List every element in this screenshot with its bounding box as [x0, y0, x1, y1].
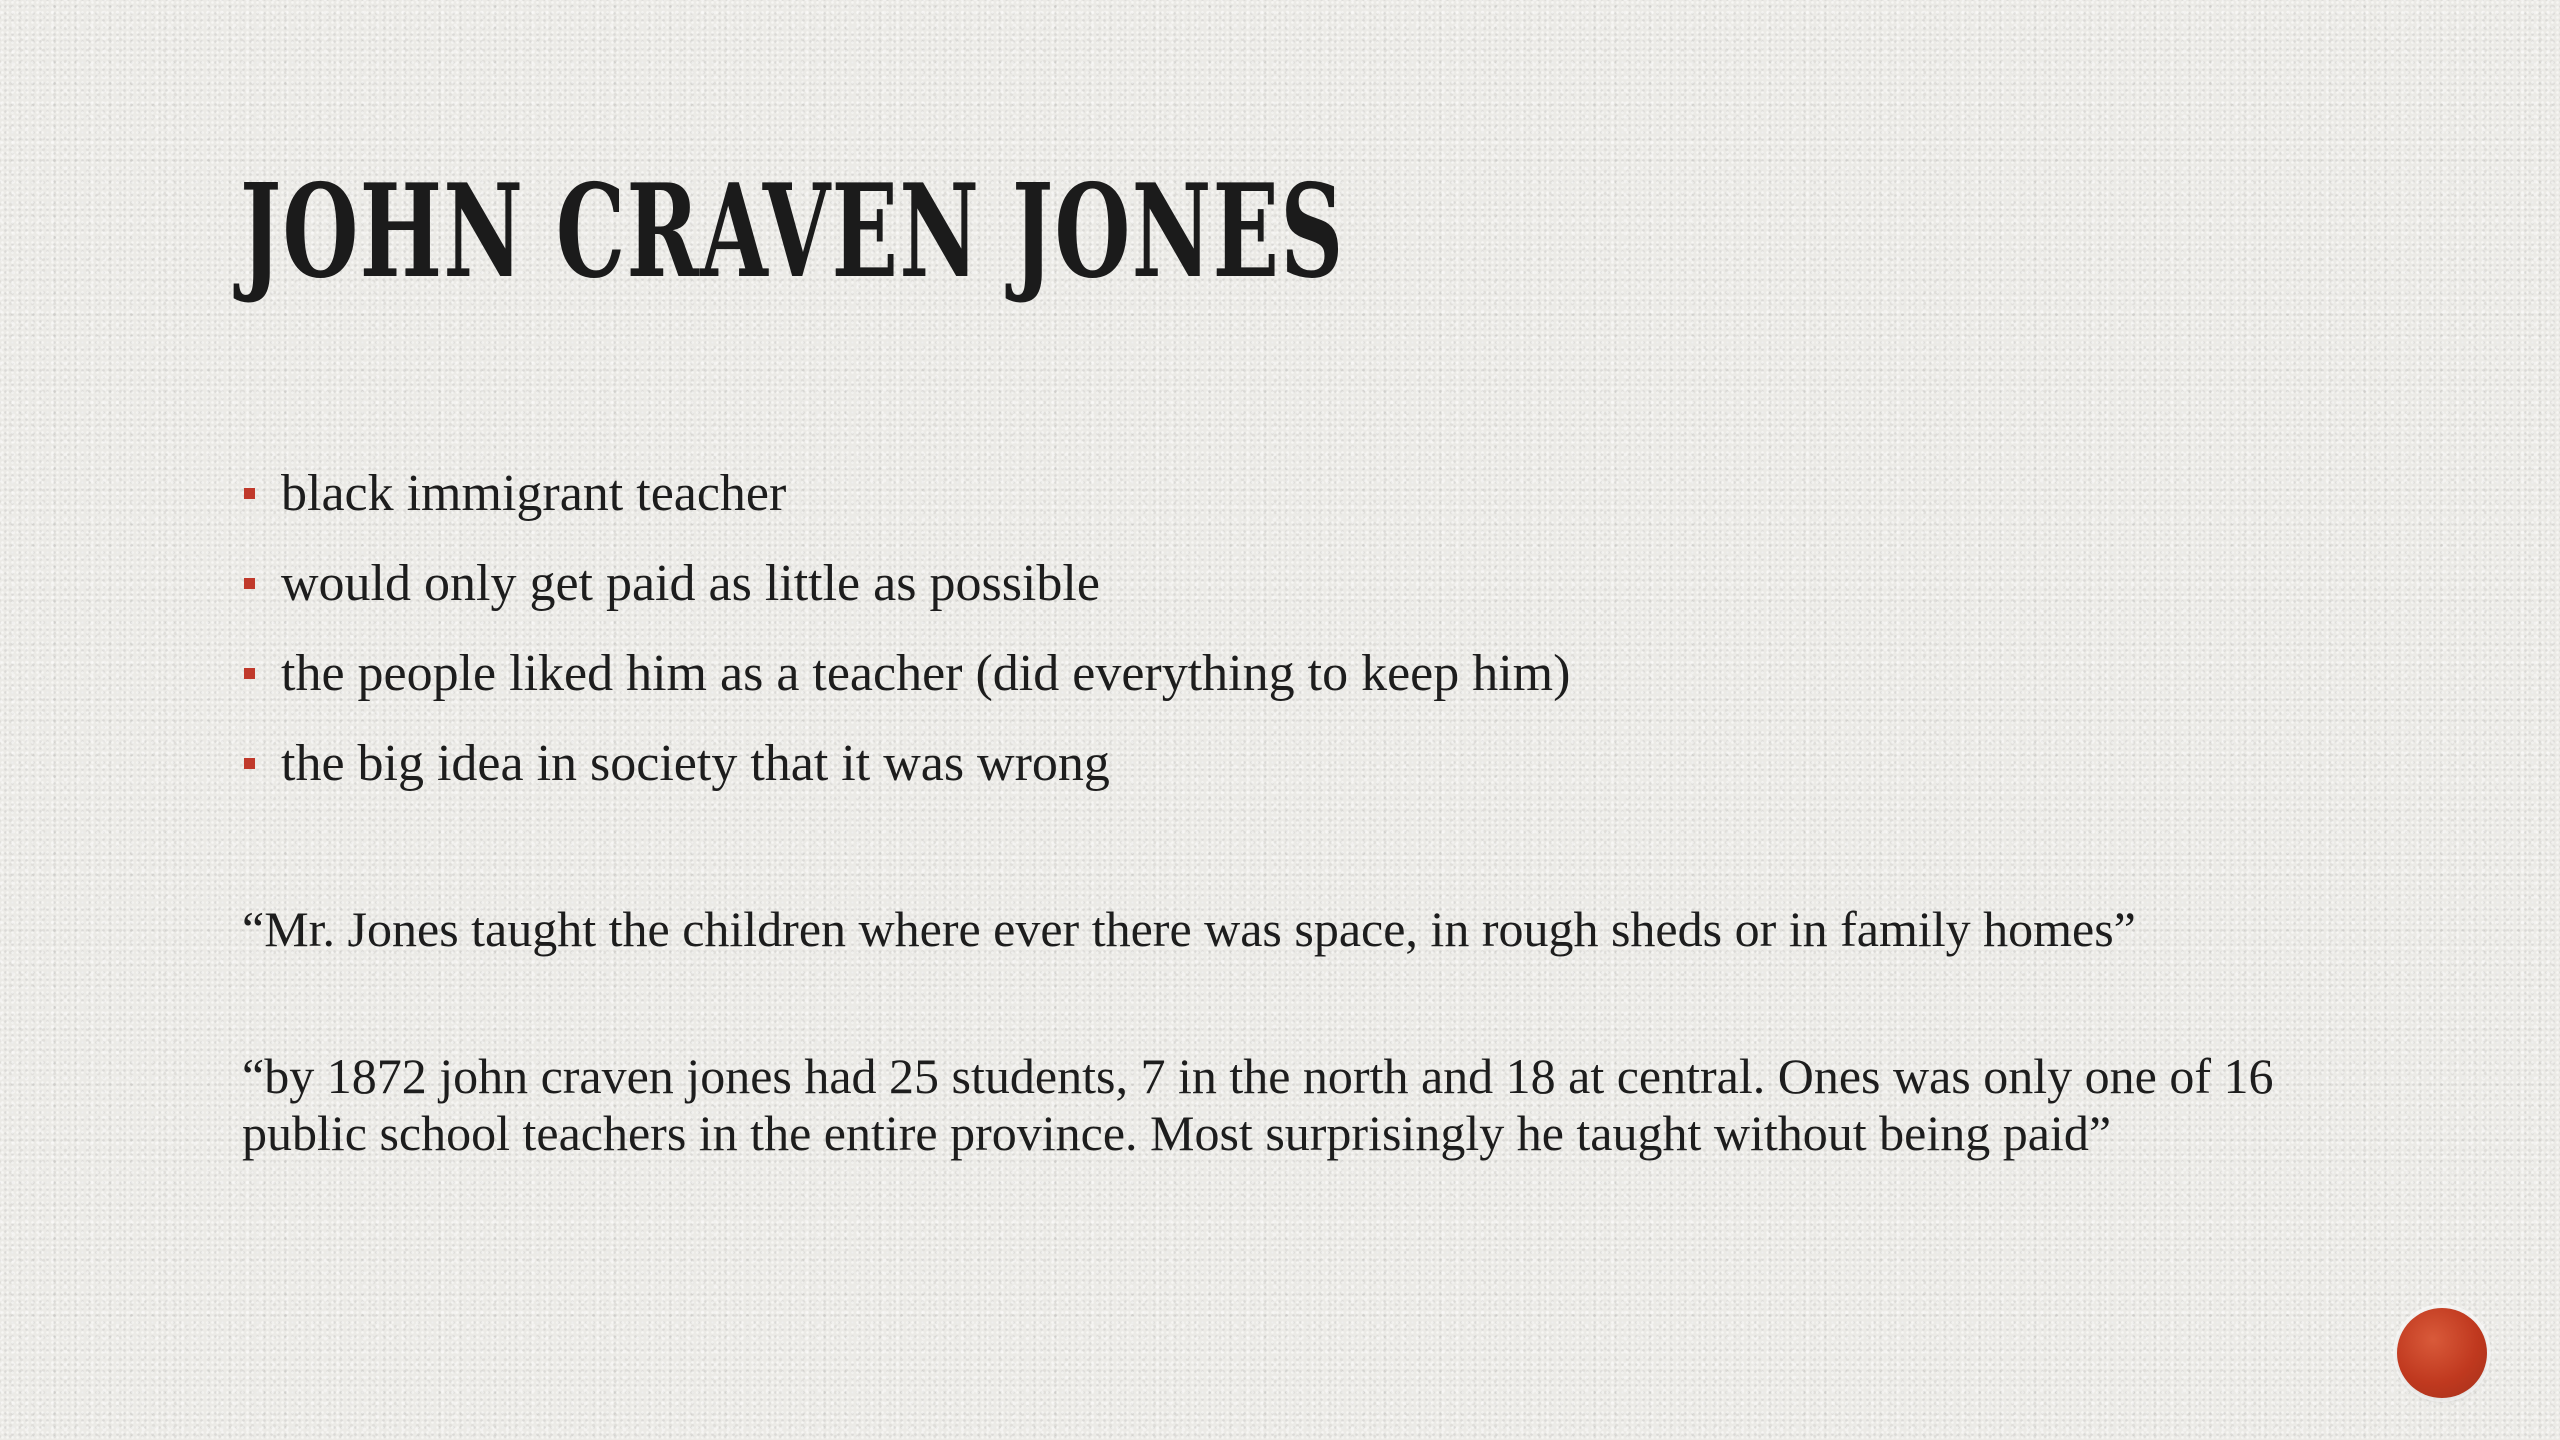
slide-title: JOHN CRAVEN JONES: [240, 157, 1345, 307]
square-bullet-icon: [244, 488, 255, 499]
bullet-text: the big idea in society that it was wrong: [281, 734, 1110, 792]
bullet-text: the people liked him as a teacher (did everything to keep him): [281, 644, 1571, 702]
bullet-text: would only get paid as little as possible: [281, 554, 1100, 612]
bullet-item: [244, 538, 1570, 628]
bullet-item: [244, 718, 1570, 808]
square-bullet-icon: [244, 668, 255, 679]
bullet-text: black immigrant teacher: [281, 464, 787, 522]
quote-paragraph: “Mr. Jones taught the children where ever there was space, in rough sheds or in family homes”: [242, 901, 2136, 957]
bullet-item: [244, 628, 1570, 718]
slide-number-badge: [2397, 1308, 2487, 1398]
bullet-item: [244, 448, 1570, 538]
quote-paragraph: “by 1872 john craven jones had 25 students, 7 in the north and 18 at central. Ones was only one of 16 public school teachers in the entire province. Most surprisingly he taught without being paid”: [242, 1048, 2274, 1161]
bullet-list: [244, 448, 1570, 808]
square-bullet-icon: [244, 578, 255, 589]
square-bullet-icon: [244, 758, 255, 769]
